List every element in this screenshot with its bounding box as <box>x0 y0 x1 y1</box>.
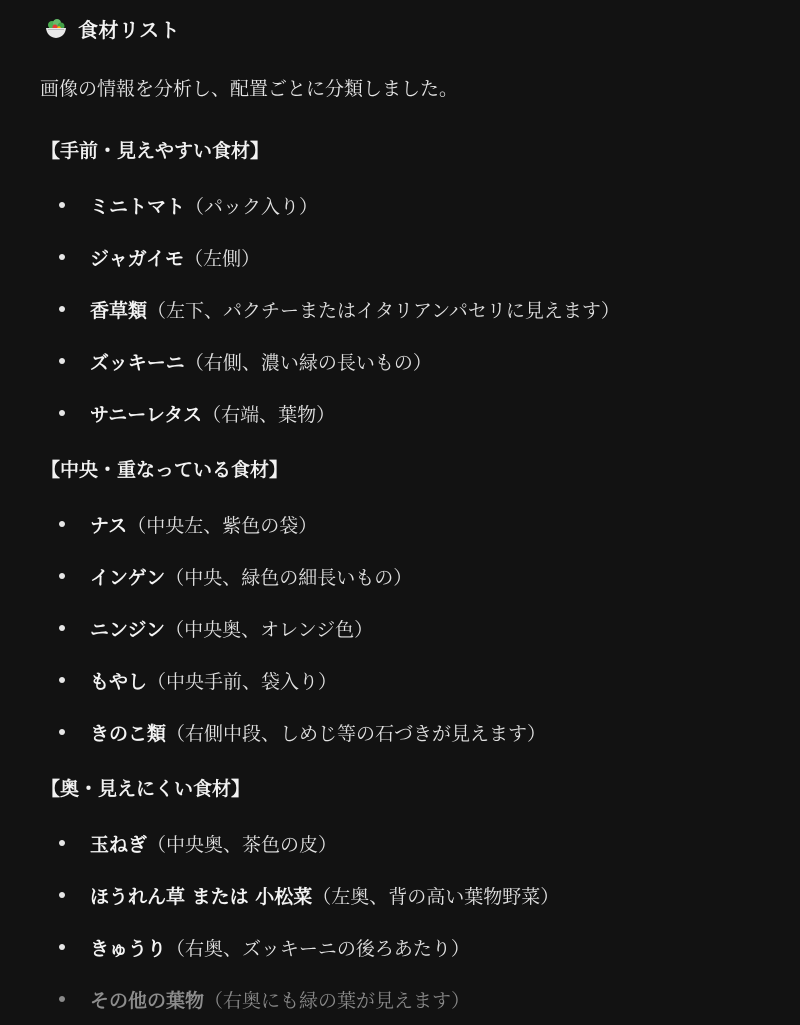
list-item <box>41 231 781 283</box>
item-name: きゅうり <box>90 937 167 960</box>
salad-bowl-icon <box>44 16 68 40</box>
list-item <box>41 602 781 654</box>
item-name: 香草類 <box>90 299 148 322</box>
item-name: ほうれん草 または 小松菜 <box>90 885 313 908</box>
section-middle <box>41 456 781 758</box>
bullet-icon <box>59 521 65 527</box>
list-item <box>41 869 781 921</box>
section-heading: 【中央・重なっている食材】 <box>41 459 289 481</box>
item-name: ニンジン <box>90 618 166 641</box>
list-item <box>41 817 781 869</box>
bullet-icon <box>59 892 65 898</box>
item-note: （中央左、紫色の袋） <box>127 514 318 537</box>
list-header <box>44 13 180 43</box>
item-note: （右端、葉物） <box>202 403 336 426</box>
list-item <box>41 283 781 335</box>
item-name: その他の葉物 <box>90 989 205 1012</box>
item-name: ナス <box>90 514 128 537</box>
bullet-icon <box>59 410 65 416</box>
intro-text: 画像の情報を分析し、配置ごとに分類しました。 <box>40 78 459 100</box>
item-note: （左奥、背の高い葉物野菜） <box>312 885 560 908</box>
item-note: （右側中段、しめじ等の石づきが見えます） <box>166 722 547 745</box>
item-name: ジャガイモ <box>90 247 185 270</box>
bullet-icon <box>59 625 65 631</box>
section-front <box>41 137 781 439</box>
bullet-icon <box>59 729 65 735</box>
page-title: 食材リスト <box>78 17 181 42</box>
item-note: （左側） <box>184 247 261 270</box>
list-item <box>41 654 781 706</box>
bullet-icon <box>59 306 65 312</box>
bullet-icon <box>59 944 65 950</box>
item-note: （中央奥、茶色の皮） <box>147 833 338 856</box>
list-item <box>41 335 781 387</box>
list-item <box>41 498 781 550</box>
bullet-icon <box>59 677 65 683</box>
list-item <box>41 921 781 973</box>
item-name: インゲン <box>90 566 166 589</box>
list-item <box>41 706 781 758</box>
item-note: （右側、濃い緑の長いもの） <box>184 351 432 374</box>
item-note: （中央奥、オレンジ色） <box>165 618 374 641</box>
item-name: 玉ねぎ <box>90 833 148 856</box>
bullet-icon <box>59 573 65 579</box>
list-item <box>41 973 781 1025</box>
item-name: もやし <box>90 670 148 693</box>
list-item <box>41 550 781 602</box>
list-item <box>41 387 781 439</box>
item-note: （パック入り） <box>185 195 319 218</box>
bullet-icon <box>59 840 65 846</box>
ingredient-list <box>41 817 781 1025</box>
item-note: （中央手前、袋入り） <box>147 670 338 693</box>
item-name: サニーレタス <box>90 403 203 426</box>
section-heading: 【手前・見えやすい食材】 <box>41 140 270 162</box>
section-back <box>41 775 781 1025</box>
ingredient-list <box>41 179 781 439</box>
bullet-icon <box>59 358 65 364</box>
item-name: きのこ類 <box>90 722 167 745</box>
item-note: （中央、緑色の細長いもの） <box>165 566 413 589</box>
item-note: （右奥、ズッキーニの後ろあたり） <box>166 937 470 960</box>
list-item <box>41 179 781 231</box>
bullet-icon <box>59 254 65 260</box>
item-note: （左下、パクチーまたはイタリアンパセリに見えます） <box>147 299 620 322</box>
item-note: （右奥にも緑の葉が見えます） <box>204 989 471 1012</box>
bullet-icon <box>59 202 65 208</box>
item-name: ミニトマト <box>90 195 186 218</box>
section-heading: 【奥・見えにくい食材】 <box>41 778 251 800</box>
ingredient-list <box>41 498 781 758</box>
item-name: ズッキーニ <box>90 351 185 374</box>
bullet-icon <box>59 996 65 1002</box>
